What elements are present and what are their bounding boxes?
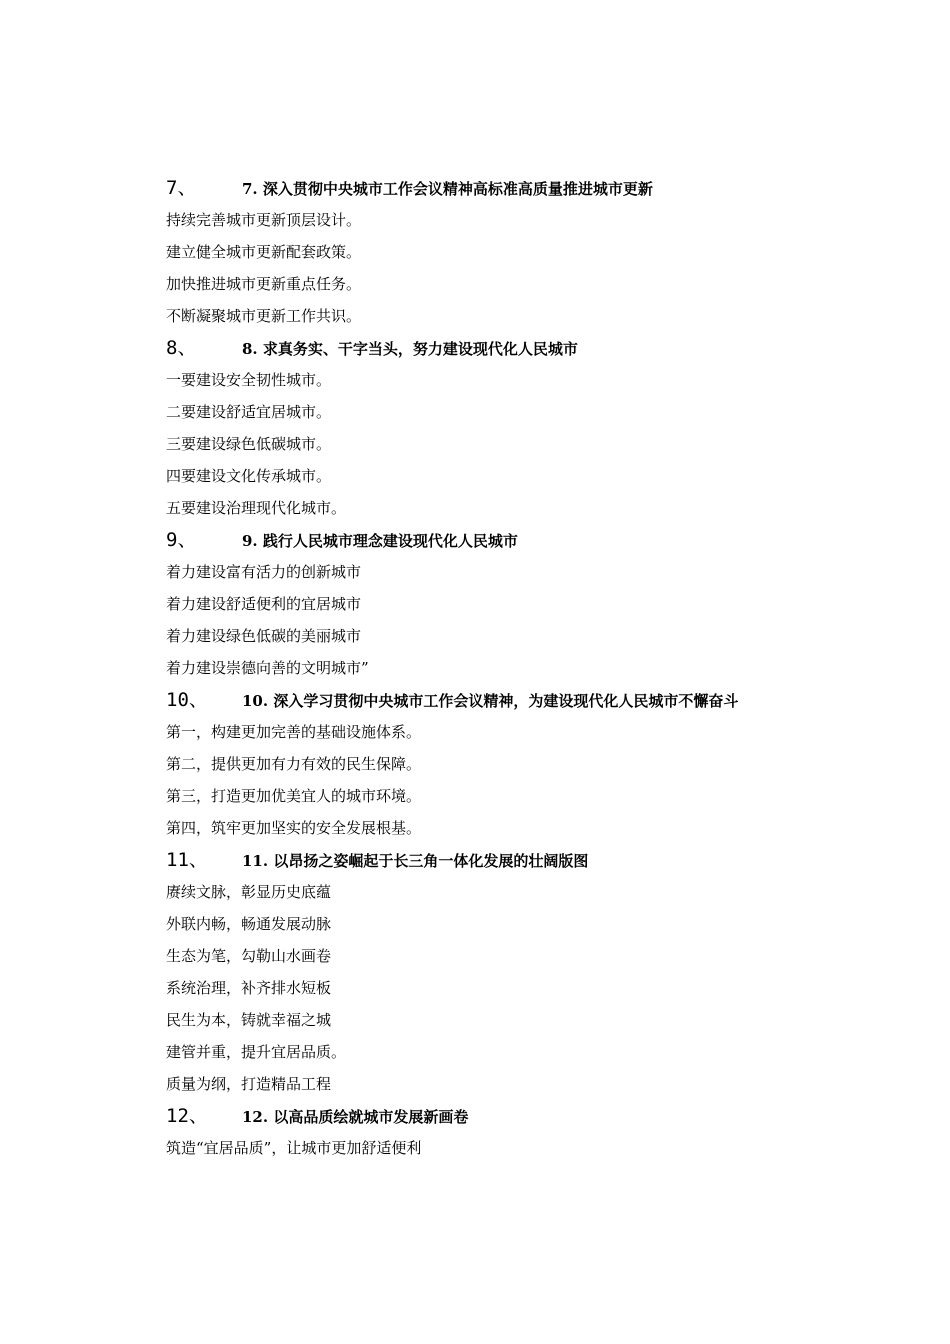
- list-item: 加快推进城市更新重点任务。: [166, 275, 362, 293]
- section-11: [166, 844, 866, 1100]
- list-item: 一要建设安全韧性城市。: [166, 371, 332, 389]
- list-item: 赓续文脉，彰显历史底蕴: [166, 883, 332, 901]
- section-10: [166, 684, 866, 844]
- list-item: 第四，筑牢更加坚实的安全发展根基。: [166, 819, 422, 837]
- heading-title: 8. 求真务实、干字当头，努力建设现代化人民城市: [242, 340, 578, 358]
- section-heading: [166, 1100, 866, 1132]
- list-item: 外联内畅，畅通发展动脉: [166, 915, 332, 933]
- section-heading: [166, 844, 866, 876]
- list-item: 建管并重，提升宜居品质。: [166, 1043, 347, 1061]
- section-heading: [166, 684, 866, 716]
- heading-number: 11、: [166, 849, 208, 871]
- heading-title: 10. 深入学习贯彻中央城市工作会议精神，为建设现代化人民城市不懈奋斗: [242, 692, 739, 710]
- list-item: 二要建设舒适宜居城市。: [166, 403, 332, 421]
- list-item: 五要建设治理现代化城市。: [166, 499, 347, 517]
- document-page: [166, 172, 866, 1164]
- list-item: 质量为纲，打造精品工程: [166, 1075, 332, 1093]
- section-heading: [166, 332, 866, 364]
- list-item: 第三，打造更加优美宜人的城市环境。: [166, 787, 422, 805]
- section-heading: [166, 524, 866, 556]
- list-item: 着力建设舒适便利的宜居城市: [166, 595, 362, 613]
- list-item: 第二，提供更加有力有效的民生保障。: [166, 755, 422, 773]
- list-item: 建立健全城市更新配套政策。: [166, 243, 362, 261]
- heading-number: 12、: [166, 1105, 208, 1127]
- section-heading: [166, 172, 866, 204]
- list-item: 第一，构建更加完善的基础设施体系。: [166, 723, 422, 741]
- heading-title: 7. 深入贯彻中央城市工作会议精神高标准高质量推进城市更新: [242, 180, 653, 198]
- heading-title: 9. 践行人民城市理念建设现代化人民城市: [242, 532, 518, 550]
- list-item: 持续完善城市更新顶层设计。: [166, 211, 362, 229]
- heading-title: 12. 以高品质绘就城市发展新画卷: [242, 1108, 469, 1126]
- heading-number: 7、: [166, 177, 197, 199]
- list-item: 着力建设崇德向善的文明城市”: [166, 659, 369, 677]
- section-9: [166, 524, 866, 684]
- heading-number: 8、: [166, 337, 197, 359]
- list-item: 民生为本，铸就幸福之城: [166, 1011, 332, 1029]
- list-item: 着力建设富有活力的创新城市: [166, 563, 362, 581]
- heading-number: 9、: [166, 529, 197, 551]
- section-8: [166, 332, 866, 524]
- list-item: 三要建设绿色低碳城市。: [166, 435, 332, 453]
- list-item: 着力建设绿色低碳的美丽城市: [166, 627, 362, 645]
- list-item: 生态为笔，勾勒山水画卷: [166, 947, 332, 965]
- list-item: 筑造“宜居品质”，让城市更加舒适便利: [166, 1139, 422, 1157]
- section-7: [166, 172, 866, 332]
- list-item: 四要建设文化传承城市。: [166, 467, 332, 485]
- heading-number: 10、: [166, 689, 208, 711]
- section-12: [166, 1100, 866, 1164]
- list-item: 不断凝聚城市更新工作共识。: [166, 307, 362, 325]
- list-item: 系统治理，补齐排水短板: [166, 979, 332, 997]
- heading-title: 11. 以昂扬之姿崛起于长三角一体化发展的壮阔版图: [242, 852, 589, 870]
